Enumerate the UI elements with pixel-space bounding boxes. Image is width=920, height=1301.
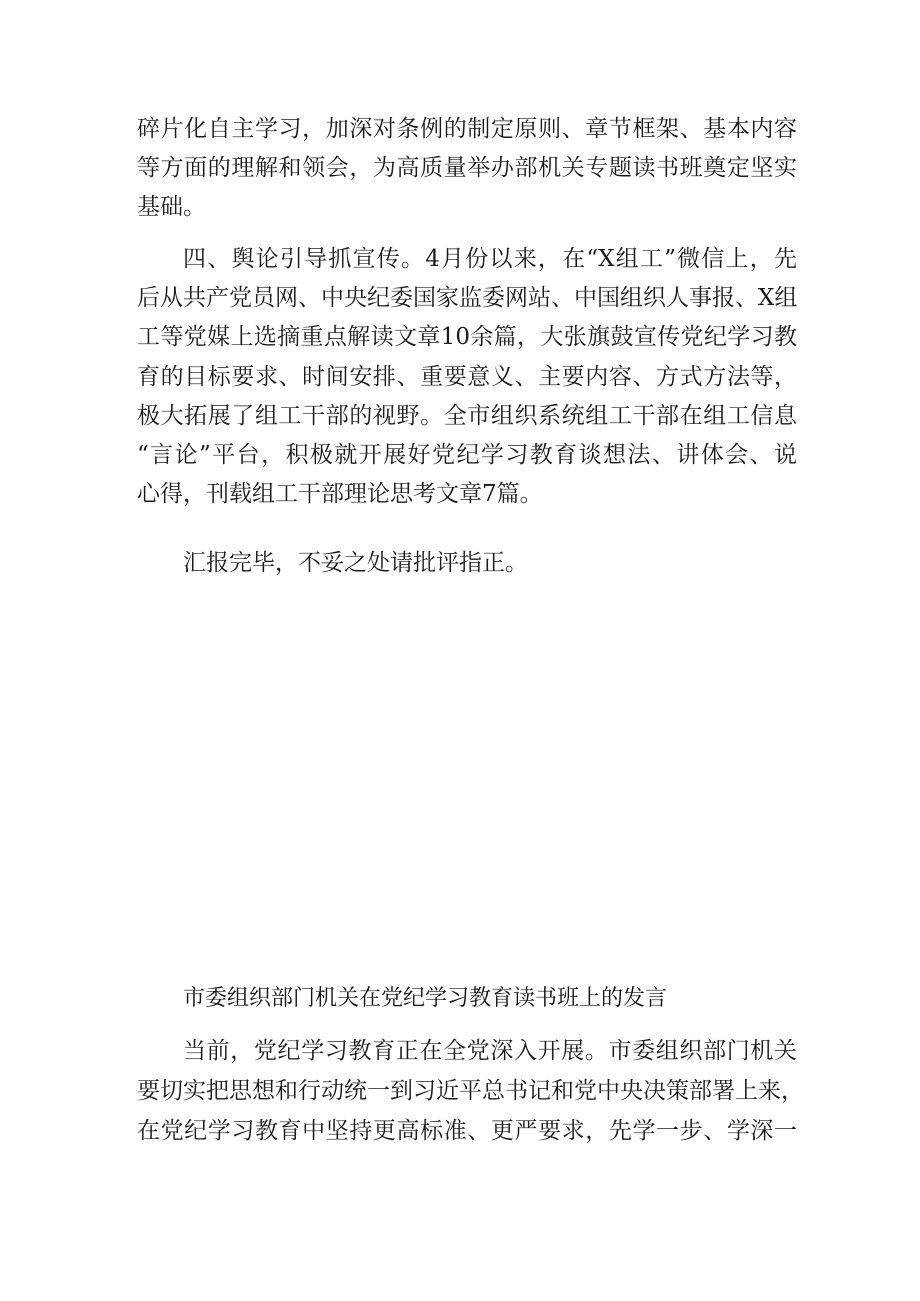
article-title: 市委组织部门机关在党纪学习教育读书班上的发言: [183, 986, 668, 1011]
paragraph-line: 四、舆论引导抓宣传。4月份以来，在“X组工”微信上，先: [183, 246, 797, 272]
paragraph-line: 在党纪学习教育中坚持更高标准、更严要求，先学一步、学深一: [137, 1118, 797, 1144]
paragraph-line: 碎片化自主学习，加深对条例的制定原则、章节框架、基本内容: [137, 116, 797, 142]
paragraph-line: 等方面的理解和领会，为高质量举办部机关专题读书班奠定坚实: [137, 155, 797, 181]
paragraph-line: 心得，刊载组工干部理论思考文章7篇。: [137, 481, 543, 508]
paragraph-closing: [137, 544, 797, 582]
paragraph-continuation: [137, 110, 797, 227]
paragraph-intro: [137, 1031, 804, 1151]
paragraph-line: 后从共产党员网、中央纪委国家监委网站、中国组织人事报、X组: [137, 285, 798, 312]
paragraph-line: “言论”平台，积极就开展好党纪学习教育谈想法、讲体会、说: [137, 441, 797, 468]
paragraph-line: 工等党媒上选摘重点解读文章10余篇，大张旗鼓宣传党纪学习教: [137, 324, 797, 351]
paragraph-line: 育的目标要求、时间安排、重要意义、主要内容、方式方法等，: [137, 363, 797, 390]
paragraph-line: 要切实把思想和行动统一到习近平总书记和党中央决策部署上来，: [137, 1078, 804, 1104]
paragraph-line: 汇报完毕，不妥之处请批评指正。: [183, 550, 528, 576]
paragraph-line: 基础。: [137, 194, 206, 220]
paragraph-line: 当前，党纪学习教育正在全党深入开展。市委组织部门机关: [183, 1038, 797, 1064]
paragraph-line: 极大拓展了组工干部的视野。全市组织系统组工干部在组工信息: [137, 402, 797, 429]
paragraph-publicity: [137, 240, 797, 514]
